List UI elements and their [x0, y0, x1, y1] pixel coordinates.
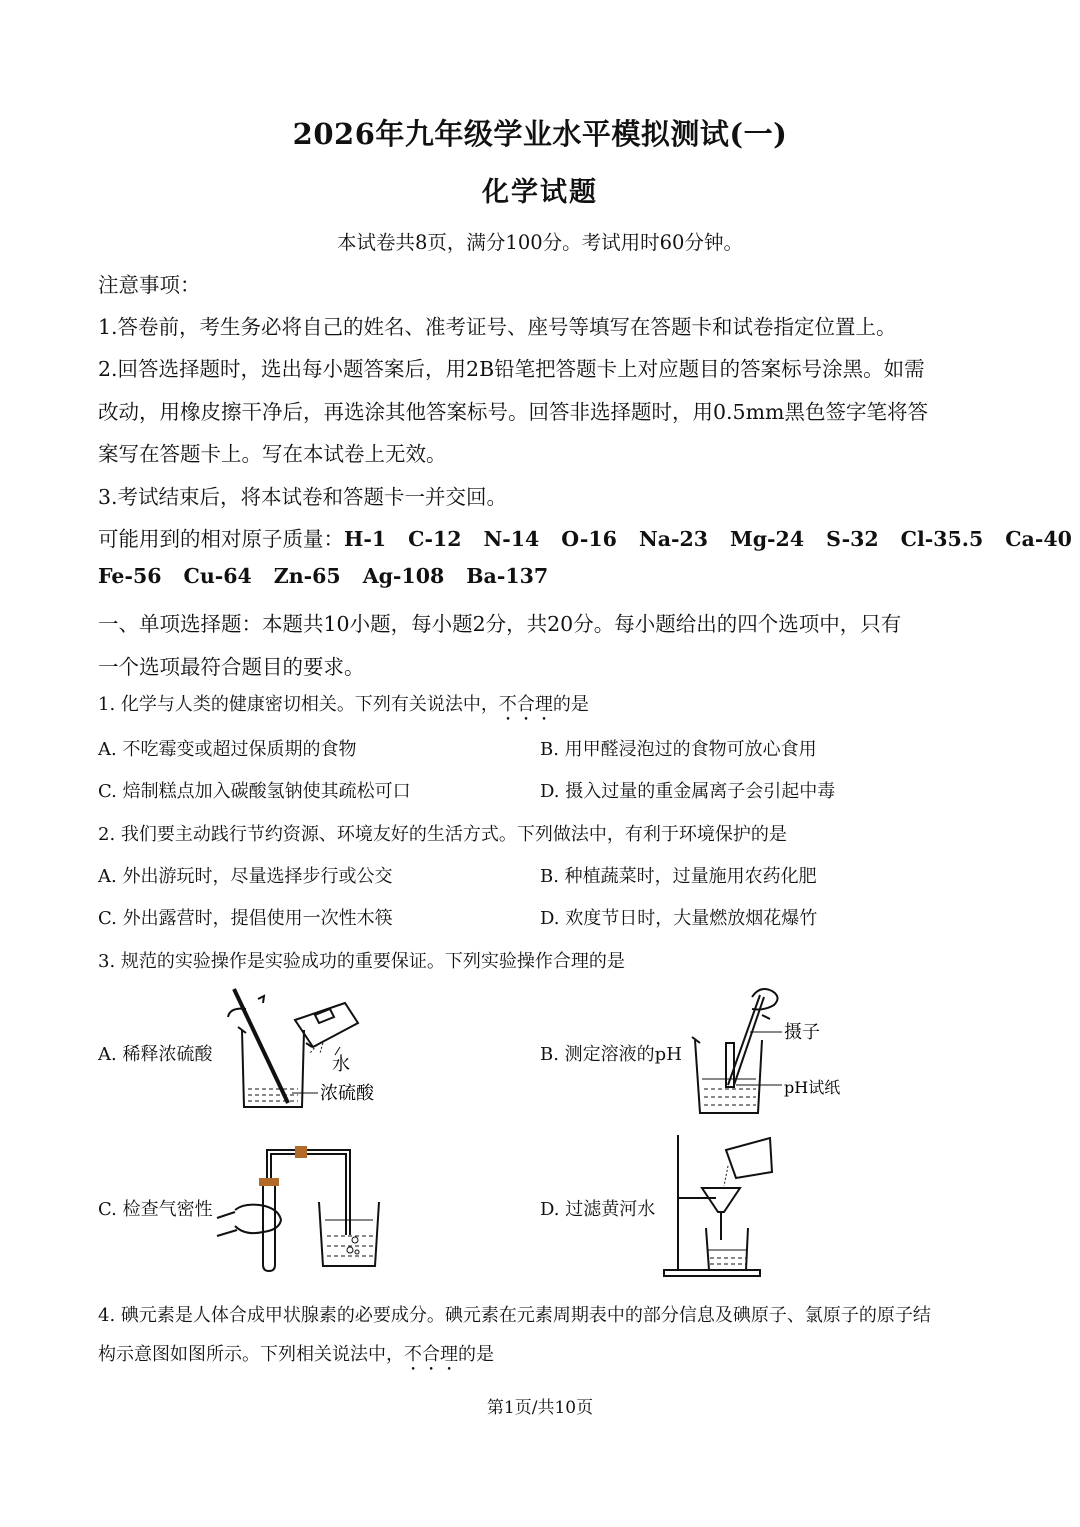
atomic-mass-item: Na-23: [638, 527, 709, 551]
question-3-option-a: A. 稀释浓硫酸: [98, 1044, 213, 1065]
exam-info: 本试卷共8页，满分100分。考试用时60分钟。: [337, 231, 743, 254]
question-1-option-a: A. 不吃霉变或超过保质期的食物: [98, 739, 357, 760]
notice-item-2-line-3: 案写在答题卡上。写在本试卷上无效。: [98, 442, 447, 466]
atomic-mass-item: N-14: [483, 527, 540, 551]
atomic-mass-item: Ca-40: [1005, 527, 1072, 551]
section-1-heading-line-2: 一个选项最符合题目的要求。: [98, 655, 365, 679]
question-1-option-c: C. 焙制糕点加入碳酸氢钠使其疏松可口: [98, 781, 411, 802]
question-4-stem-line-2: 构示意图如图所示。下列相关说法中，不合理的是: [98, 1344, 494, 1365]
question-3-option-c: C. 检查气密性: [98, 1199, 213, 1220]
question-2-option-b: B. 种植蔬菜时，过量施用农药化肥: [540, 866, 817, 887]
atomic-masses-row-1: [98, 522, 1080, 552]
atomic-mass-item: Ag-108: [362, 564, 445, 588]
atomic-mass-item: S-32: [826, 527, 879, 551]
exam-title: 2026年九年级学业水平模拟测试(一): [292, 117, 788, 151]
label-ph-paper: pH试纸: [784, 1078, 841, 1097]
notice-item-1: 1.答卷前，考生务必将自己的姓名、准考证号、座号等填写在答题卡和试卷指定位置上。: [98, 315, 897, 339]
atomic-mass-item: Mg-24: [730, 527, 805, 551]
question-1-option-b: B. 用甲醛浸泡过的食物可放心食用: [540, 739, 817, 760]
notice-heading: 注意事项：: [98, 273, 201, 297]
question-4-stem-line-1: 4. 碘元素是人体合成甲状腺素的必要成分。碘元素在元素周期表中的部分信息及碘原子、氯原子的原子结: [98, 1305, 931, 1326]
atomic-mass-item: Cl-35.5: [900, 527, 984, 551]
question-3-option-d: D. 过滤黄河水: [540, 1199, 656, 1220]
atomic-masses-list-1: [344, 527, 1080, 551]
question-1-stem: 1. 化学与人类的健康密切相关。下列有关说法中，不合理的是: [98, 694, 589, 715]
airtightness-figure: [215, 1140, 390, 1270]
label-water: 水: [332, 1054, 350, 1075]
emphasis-not-reasonable-q4: 不合理: [404, 1344, 458, 1365]
label-tweezers: 摄子: [784, 1022, 820, 1043]
emphasis-not-reasonable: 不合理: [498, 694, 553, 715]
question-2-option-c: C. 外出露营时，提倡使用一次性木筷: [98, 908, 393, 929]
atomic-mass-item: Cu-64: [183, 564, 252, 588]
question-3-stem: 3. 规范的实验操作是实验成功的重要保证。下列实验操作合理的是: [98, 951, 625, 972]
notice-item-3: 3.考试结束后，将本试卷和答题卡一并交回。: [98, 485, 508, 509]
question-1-option-d: D. 摄入过量的重金属离子会引起中毒: [540, 781, 836, 802]
atomic-mass-item: C-12: [408, 527, 462, 551]
atomic-mass-item: H-1: [344, 527, 387, 551]
atomic-masses-intro: 可能用到的相对原子质量：: [98, 527, 344, 551]
notice-item-2-line-2: 改动，用橡皮擦干净后，再选涂其他答案标号。回答非选择题时，用0.5mm黑色签字笔将答: [98, 400, 928, 424]
question-3-option-b: B. 测定溶液的pH: [540, 1044, 682, 1065]
question-2-stem: 2. 我们要主动践行节约资源、环境友好的生活方式。下列做法中，有利于环境保护的是: [98, 824, 787, 845]
atomic-mass-item: O-16: [561, 527, 617, 551]
atomic-mass-item: Fe-56: [98, 564, 162, 588]
filtration-figure: [660, 1130, 790, 1280]
section-1-heading-line-1: 一、单项选择题：本题共10小题，每小题2分，共20分。每小题给出的四个选项中，只有: [98, 612, 902, 636]
label-concentrated-acid: 浓硫酸: [320, 1083, 374, 1104]
atomic-mass-item: Zn-65: [273, 564, 341, 588]
atomic-masses-row-2: [98, 564, 570, 588]
dilute-acid-figure: [220, 985, 400, 1115]
subject-title: 化学试题: [482, 177, 598, 208]
question-2-option-d: D. 欢度节日时，大量燃放烟花爆竹: [540, 908, 818, 929]
question-2-option-a: A. 外出游玩时，尽量选择步行或公交: [98, 866, 393, 887]
notice-item-2-line-1: 2.回答选择题时，选出每小题答案后，用2B铅笔把答题卡上对应题目的答案标号涂黑。如需: [98, 357, 925, 381]
ph-test-figure: [690, 985, 850, 1115]
atomic-masses-list-2: [98, 564, 570, 588]
page-number: 第1页/共10页: [486, 1398, 594, 1418]
atomic-mass-item: Ba-137: [466, 564, 549, 588]
